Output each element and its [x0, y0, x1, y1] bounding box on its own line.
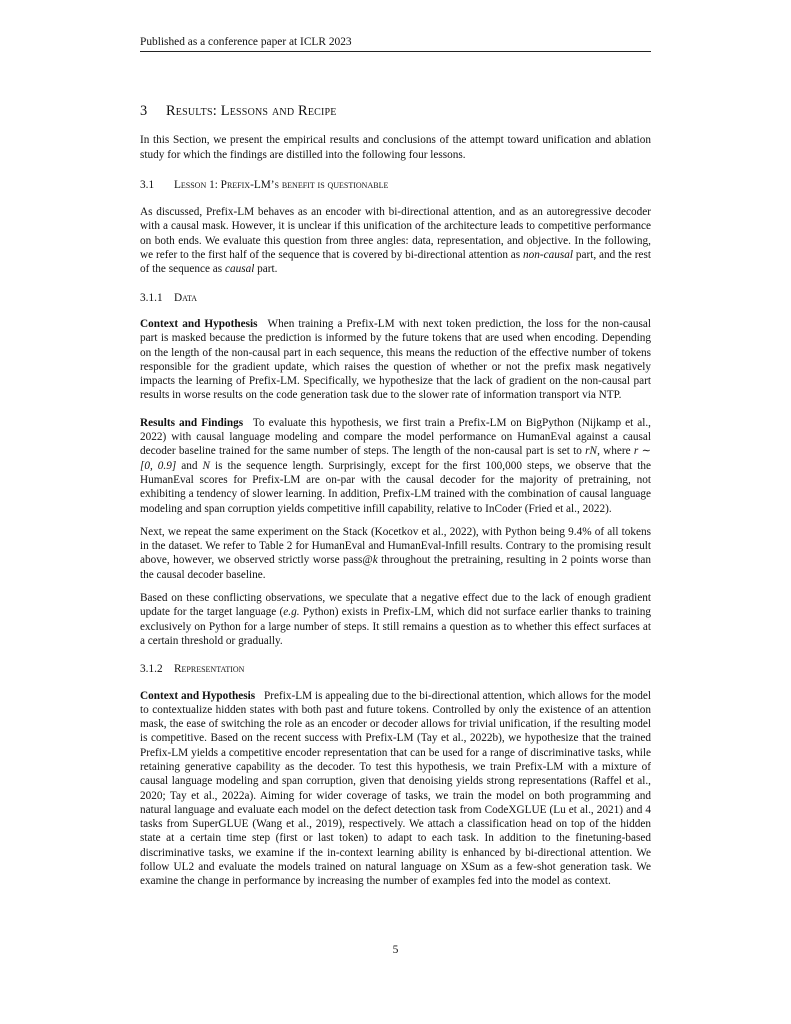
data-speculation: Based on these conflicting observations, we speculate that a negative effect due to the lack of enough gradient update for the target language (e.g. Python) exists in Prefix-LM, which did not surface earlier thanks to training exclusively on Python for a large number of steps. It still remains a question as to whether this effect surfaces at a certain threshold or gradually.: [140, 592, 651, 647]
section-heading: [140, 104, 651, 118]
paragraph-heading: Context and Hypothesis: [140, 317, 258, 330]
paragraph-heading: Results and Findings: [140, 416, 244, 429]
section-intro: In this Section, we present the empirical results and conclusions of the attempt toward unification and ablation study for which the findings are distilled into the following four lessons.: [140, 134, 651, 161]
subsubsection-number: 3.1.2: [140, 663, 163, 676]
subsubsection-title: Data: [174, 291, 198, 304]
data-stack-experiment: Next, we repeat the same experiment on the Stack (Kocetkov et al., 2022), with Python being 9.4% of all tokens in the dataset. We refer to Table 2 for HumanEval and HumanEval-Infill results. Contrary to the promising result above, however, we observed strictly worse pass@k throughout the pretraining, resulting in 2 points worse than the causal decoder baseline.: [140, 525, 651, 581]
subsubsection-heading-3-1-1: [140, 291, 651, 305]
data-results-findings: Results and Findings To evaluate this hypothesis, we first train a Prefix-LM on BigPython (Nijkamp et al., 2022) with causal language modeling and compare the model performance on HumanEval against a causal decoder baseline trained for the same number of steps. The length of the non-causal part is set to rN, where r ∼ [0, 0.9] and N is the sequence length. Surprisingly, except for the first 100,000 steps, we observe that the HumanEval scores for Prefix-LM are on-par with the causal decoder for the majority of pretraining, not exhibiting a tendency of slower learning. In addition, Prefix-LM trained with the combination of causal language modeling and span corruption yields competitive infill capability, relative to InCoder (Fried et al., 2022).: [140, 416, 652, 515]
paragraph-heading: Context and Hypothesis: [140, 689, 256, 702]
term-non-causal: non-causal: [523, 249, 574, 262]
page-content: [140, 104, 651, 898]
term-causal: causal: [224, 263, 255, 276]
subsection-title: Lesson 1: Prefix-LM’s benefit is questionable: [174, 178, 389, 191]
page-number: 5: [392, 944, 399, 956]
subsection-heading-3-1: [140, 178, 651, 192]
subsubsection-heading-3-1-2: [140, 662, 651, 676]
math-n: N: [202, 459, 211, 472]
subsection-number: 3.1: [140, 178, 155, 191]
math-k: k: [372, 554, 378, 567]
math-rn: rN: [585, 445, 598, 458]
lesson-1-intro: As discussed, Prefix-LM behaves as an encoder with bi-directional attention, and as an autoregressive decoder with a causal mask. However, it is unclear if this unification of the architecture leads to competitive performance on both ends. We evaluate this question from three angles: data, representation, and objective. In the following, we refer to the first half of the sequence that is covered by bi-directional attention as non-causal part, and the rest of the sequence as causal part.: [140, 206, 651, 276]
section-number: 3: [140, 103, 148, 119]
running-head: Published as a conference paper at ICLR 2023: [140, 36, 651, 52]
subsubsection-title: Representation: [174, 663, 245, 676]
abbrev-eg: e.g.: [283, 606, 300, 619]
section-title: Results: Lessons and Recipe: [166, 103, 337, 119]
math-r-range: r ∼ [0, 0.9]: [140, 445, 652, 472]
representation-context-hypothesis: Context and Hypothesis Prefix-LM is appealing due to the bi-directional attention, which allows for the model to contextualize hidden states with both past and future tokens. Controlled by only the existence of an attention mask, the ease of switching the role as an encoder or decoder allows for trivial unification, if the resulting model is competitive. Based on the recent success with Prefix-LM (Tay et al., 2022b), we hypothesize that the trained Prefix-LM yields a competitive encoder representation that can be used for a range of discriminative tasks, while retaining generative capability as the decoder. To test this hypothesis, we train Prefix-LM with a mixture of causal language modeling and span corruption, given that denoising yields strong representations (Raffel et al., 2020; Tay et al., 2022a). Aiming for wider coverage of tasks, we train the model on both programming and natural language and evaluate each model on the defect detection task from CodeXGLUE (Lu et al., 2021) and 4 tasks from SuperGLUE (Wang et al., 2019), respectively. We attach a classification head on top of the hidden state at a certain time step (first or last token) to adapt to each task. In addition to the finetuning-based discriminative tasks, we examine if the in-context learning ability is enhanced by bi-directional attention. We follow UL2 and evaluate the models trained on natural language on XSum as a few-shot generation task. We examine the change in performance by increasing the number of examples fed into the model as context.: [140, 689, 651, 888]
subsubsection-number: 3.1.1: [140, 291, 163, 304]
data-context-hypothesis: Context and Hypothesis When training a Prefix-LM with next token prediction, the loss for the non-causal part is masked because the prediction is informed by the future tokens that are used when encoding. Depending on the length of the non-causal part in each sequence, this means the reduction of the effective number of tokens responsible for the gradient update, which raises the question of whether or not the prefix mask negatively impacts the learning of Prefix-LM. Specifically, we hypothesize that the lack of gradient on the non-causal part results in worse results on the code generation task due to the slower rate of information transport via NTP.: [140, 317, 652, 402]
